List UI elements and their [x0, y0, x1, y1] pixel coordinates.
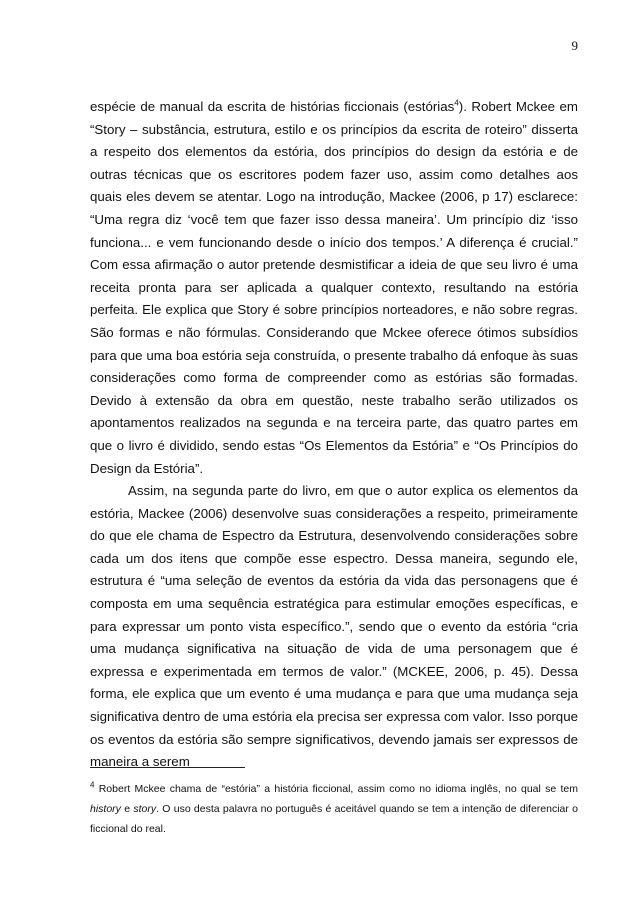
footnote-text-a: Robert Mckee chama de “estória” a história ficcional, assim como no idioma inglês, no qual se tem [94, 783, 578, 795]
page-number: 9 [571, 38, 578, 53]
body-text [90, 96, 578, 774]
footnote-text-b: e [120, 803, 134, 815]
footnote-term-history: history [90, 803, 121, 815]
paragraph-1-start: espécie de manual da escrita de histórias ficcionais (estórias [90, 99, 455, 114]
footnote-reference[interactable]: 4 [454, 98, 459, 108]
footnote-text-c: . O uso desta palavra no português é aceitável quando se tem a intenção de diferenciar o ficcional do real. [90, 803, 578, 835]
footnote-number: 4 [90, 780, 95, 790]
paragraph-1-rest: ). Robert Mckee em “Story – substância, estrutura, estilo e os princípios da escrita de roteiro” disserta a respeito dos elementos da estória, dos princípios do design da estória e de outras técnicas que os escritores podem fazer uso, assim como detalhes aos quais eles devem se atentar. Logo na introdução, Mackee (2006, p 17) esclarece: “Uma regra diz ‘você tem que fazer isso dessa maneira’. Um princípio diz ‘isso funciona... e vem funcionando desde o início dos tempos.’ A diferença é crucial.” Com essa afirmação o autor pretende desmistificar a ideia de que seu livro é uma receita pronta para ser aplicada a qualquer contexto, resultando na estória perfeita. Ele explica que Story é sobre princípios norteadores, e não sobre regras. São formas e não fórmulas. Considerando que Mckee oferece ótimos subsídios para que uma boa estória seja construída, o presente trabalho dá enfoque às suas considerações como forma de compreender como as estórias são formadas. Devido à extensão da obra em questão, neste trabalho serão utilizados os apontamentos realizados na segunda e na terceira parte, das quatro partes em que o livro é dividido, sendo estas “Os Elementos da Estória” e “Os Princípios do Design da Estória”. [90, 99, 578, 476]
paragraph-2: Assim, na segunda parte do livro, em que o autor explica os elementos da estória, Mackee (2006) desenvolve suas considerações a respeito, primeiramente do que ele chama de Espectro da Estrutura, desenvolvendo considerações sobre cada um dos itens que compõe esse espectro. Dessa maneira, segundo ele, estrutura é “uma seleção de eventos da estória da vida das personagens que é composta em uma sequência estratégica para estimular emoções específicas, e para expressar um ponto vista específico.”, sendo que o evento da estória “cria uma mudança significativa na situação de vida de uma personagem que é expressa e experimentada em termos de valor.” (MCKEE, 2006, p. 45). Dessa forma, ele explica que um evento é uma mudança e para que uma mudança seja significativa dentro de uma estória ela precisa ser expressa com valor. Isso porque os eventos da estória são sempre significativos, devendo jamais ser expressos de maneira a serem [90, 483, 578, 770]
paragraph-1 [90, 96, 578, 480]
footnote-term-story: story [133, 803, 157, 815]
footnote-separator [90, 767, 245, 768]
footnote [90, 779, 578, 839]
